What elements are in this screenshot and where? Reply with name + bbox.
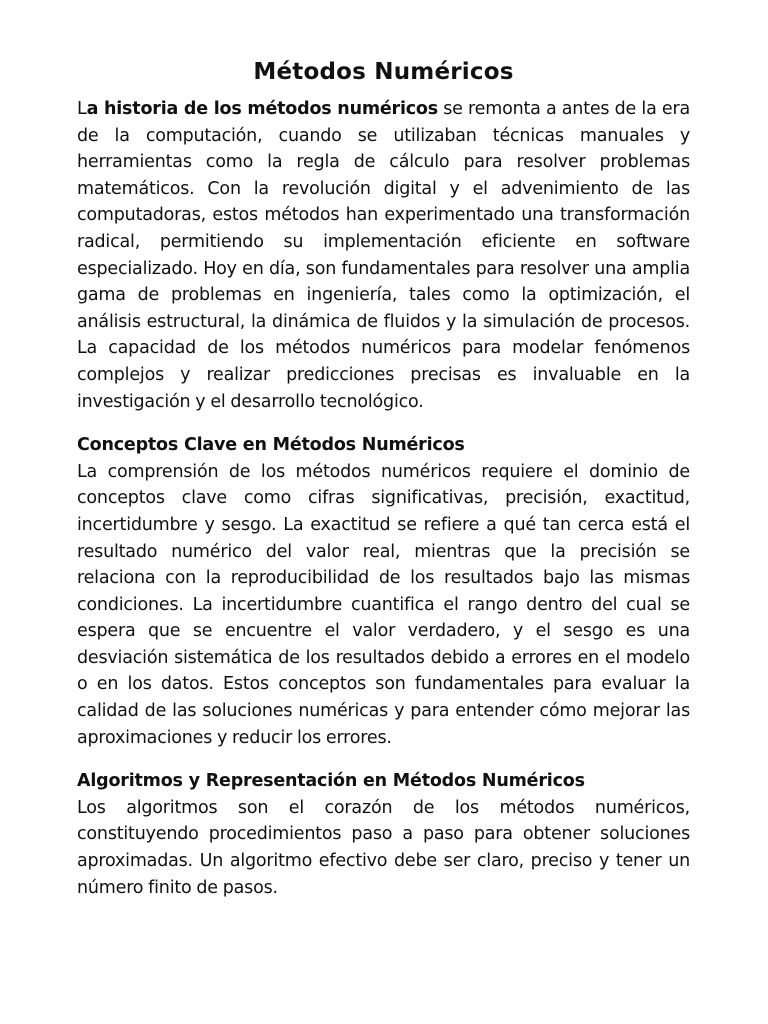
intro-lead-bold: a historia de los métodos numéricos xyxy=(86,99,438,119)
intro-lead-plain: L xyxy=(77,99,87,119)
section-body-conceptos: La comprensión de los métodos numéricos requiere el dominio de conceptos clave como cifras significativas, precisión, exactitud, incertidumbre y sesgo. La exactitud se refiere a qué tan cerca está el resultado numérico del valor real, mientras que la precisión se relaciona con la reproducibilidad de los resultados bajo las mismas condiciones. La incertidumbre cuantifica el rango dentro del cual se espera que se encuentre el valor verdadero, y el sesgo es una desviación sistemática de los resultados debido a errores en el modelo o en los datos. Estos conceptos son fundamentales para evaluar la calidad de las soluciones numéricas y para entender cómo mejorar las aproximaciones y reducir los errores. xyxy=(77,461,690,748)
section-heading-conceptos: Conceptos Clave en Métodos Numéricos xyxy=(77,435,465,456)
document-title: Métodos Numéricos xyxy=(253,59,514,85)
section-body-algoritmos: Los algoritmos son el corazón de los métodos numéricos, constituyendo procedimientos paso a paso para obtener soluciones aproximadas. Un algoritmo efectivo debe ser claro, preciso y tener un número finito de pasos. xyxy=(77,797,690,898)
intro-text: se remonta a antes de la era de la computación, cuando se utilizaban técnicas manuales y herramientas como la regla de cálculo para resolver problemas matemáticos. Con la revolución digital y el advenimiento de las computadoras, estos métodos han experimentado una transformación radical, permitiendo su implementación eficiente en software especializado. Hoy en día, son fundamentales para resolver una amplia gama de problemas en ingeniería, tales como la optimización, el análisis estructural, la dinámica de fluidos y la simulación de procesos. La capacidad de los métodos numéricos para modelar fenómenos complejos y realizar predicciones precisas es invaluable en la investigación y el desarrollo tecnológico. xyxy=(77,99,690,412)
section-heading-algoritmos: Algoritmos y Representación en Métodos Numéricos xyxy=(77,771,585,792)
paragraph-gap xyxy=(77,751,690,768)
document-page xyxy=(77,52,690,901)
paragraph-gap xyxy=(77,415,690,432)
intro-paragraph xyxy=(77,96,690,415)
